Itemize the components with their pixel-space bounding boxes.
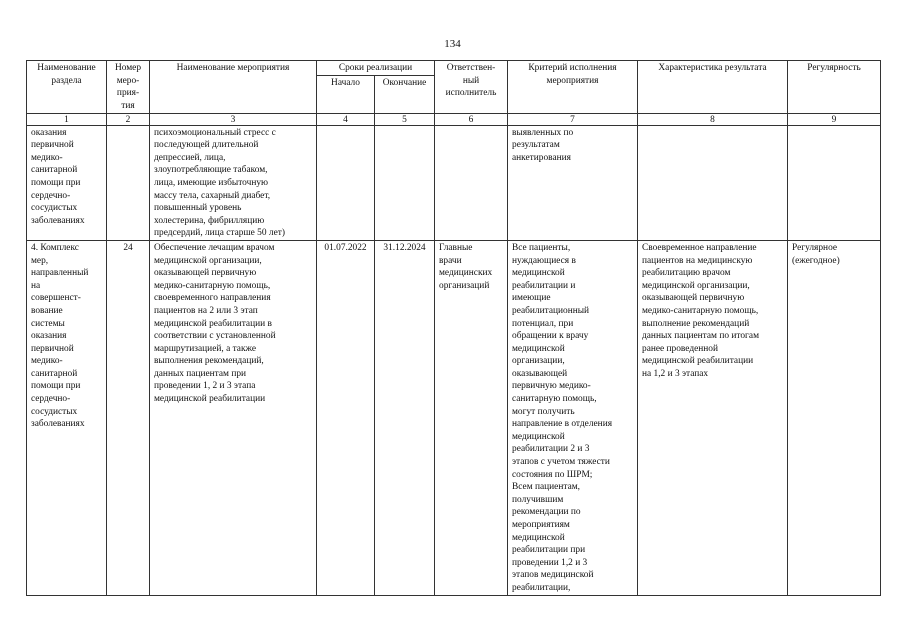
end-cell: 31.12.2024 xyxy=(375,240,435,595)
column-number: 9 xyxy=(788,113,881,125)
section-cell: оказания первичной медико- санитарной помощи при сердечно- сосудистых заболеваниях xyxy=(27,125,107,240)
result-cell xyxy=(638,125,788,240)
criterion-cell: выявленных по результатам анкетирования xyxy=(508,125,638,240)
header-regularity: Регулярность xyxy=(788,61,881,114)
column-number: 8 xyxy=(638,113,788,125)
section-cell: 4. Комплекс мер, направленный на совершенст- вование системы оказания первичной медико- санитарной помощи при сердечно- сосудистых заболеваниях xyxy=(27,240,107,595)
header-event-number: Номер меро- прия- тия xyxy=(107,61,150,114)
start-cell: 01.07.2022 xyxy=(317,240,375,595)
header-responsible: Ответствен- ный исполнитель xyxy=(435,61,508,114)
table-row xyxy=(27,125,881,240)
start-cell xyxy=(317,125,375,240)
column-number: 7 xyxy=(508,113,638,125)
number-cell xyxy=(107,125,150,240)
header-end: Окончание xyxy=(375,75,435,113)
event-cell: психоэмоциональный стресс с последующей длительной депрессией, лица, злоупотребляющие табаком, лица, имеющие избыточную массу тела, сахарный диабет, повышенный уровень холестерина, фибрилляцию предсердий, лица старше 50 лет) xyxy=(150,125,317,240)
header-row xyxy=(27,61,881,76)
header-start: Начало xyxy=(317,75,375,113)
regularity-cell xyxy=(788,125,881,240)
column-number: 4 xyxy=(317,113,375,125)
column-number: 3 xyxy=(150,113,317,125)
column-number-row xyxy=(27,113,881,125)
column-number: 5 xyxy=(375,113,435,125)
page-number: 134 xyxy=(444,38,461,50)
column-number: 6 xyxy=(435,113,508,125)
column-number: 1 xyxy=(27,113,107,125)
result-cell: Своевременное направление пациентов на медицинскую реабилитацию врачом медицинской организации, оказывающей первичную медико-санитарную помощь, выполнение рекомендаций данных пациентам по итогам ранее проведенной медицинской реабилитации на 1,2 и 3 этапах xyxy=(638,240,788,595)
responsible-cell: Главные врачи медицинских организаций xyxy=(435,240,508,595)
activities-table xyxy=(26,60,881,596)
column-number: 2 xyxy=(107,113,150,125)
number-cell: 24 xyxy=(107,240,150,595)
header-section-name: Наименование раздела xyxy=(27,61,107,114)
header-event-name: Наименование мероприятия xyxy=(150,61,317,114)
header-result: Характеристика результата xyxy=(638,61,788,114)
responsible-cell xyxy=(435,125,508,240)
regularity-cell: Регулярное (ежегодное) xyxy=(788,240,881,595)
header-criterion: Критерий исполнения мероприятия xyxy=(508,61,638,114)
event-cell: Обеспечение лечащим врачом медицинской организации, оказывающей первичную медико-санитарную помощь, своевременного направления пациентов на 2 или 3 этап медицинской реабилитации в соответствии с установленной маршрутизацией, а также выполнения рекомендаций, данных пациентам при проведении 1, 2 и 3 этапа медицинской реабилитации xyxy=(150,240,317,595)
criterion-cell: Все пациенты, нуждающиеся в медицинской реабилитации и имеющие реабилитационный потенциал, при обращении к врачу медицинской организации, оказывающей первичную медико- санитарную помощь, могут получить направление в отделения медицинской реабилитации 2 и 3 этапов с учетом тяжести состояния по ШРМ; Всем пациентам, получившим рекомендации по мероприятиям медицинской реабилитации при проведении 1,2 и 3 этапов медицинской реабилитации, xyxy=(508,240,638,595)
end-cell xyxy=(375,125,435,240)
table-row xyxy=(27,240,881,595)
header-dates-group: Сроки реализации xyxy=(317,61,435,76)
